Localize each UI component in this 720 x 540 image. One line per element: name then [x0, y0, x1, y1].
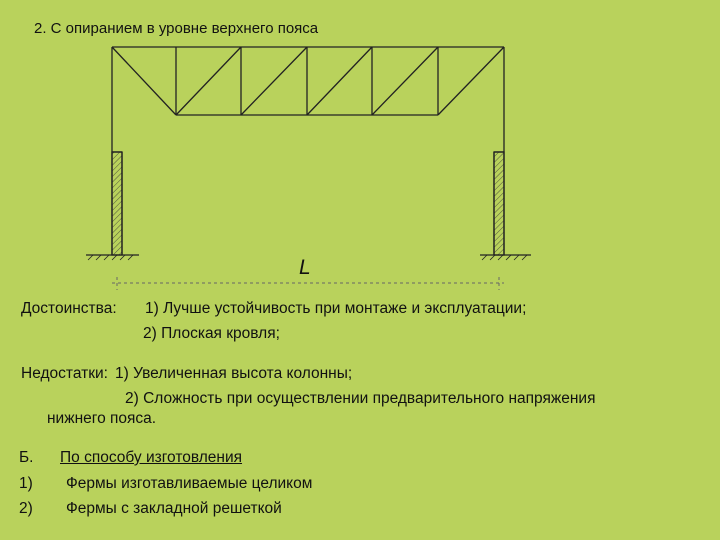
section-b-marker: Б.	[19, 449, 34, 466]
section-b-item-2: Фермы с закладной решеткой	[66, 500, 282, 517]
page-title: 2. С опиранием в уровне верхнего пояса	[34, 20, 319, 37]
disadvantages-label: Недостатки:	[21, 365, 108, 382]
section-b-item-2-marker: 2)	[19, 500, 33, 517]
advantages-item-2: 2) Плоская кровля;	[143, 325, 280, 342]
truss-web	[112, 47, 504, 115]
advantages-label: Достоинства:	[21, 300, 117, 317]
advantages-item-1: 1) Лучше устойчивость при монтаже и эксплуатации;	[145, 300, 527, 317]
right-column	[480, 152, 531, 255]
left-column	[86, 152, 139, 255]
disadvantages-item-2-cont: нижнего пояса.	[47, 410, 157, 427]
span-label: L	[299, 256, 311, 279]
section-b-heading: По способу изготовления	[60, 449, 243, 466]
disadvantages-item-2: 2) Сложность при осуществлении предварительного напряжения	[125, 390, 596, 407]
section-b-item-1-marker: 1)	[19, 475, 33, 492]
disadvantages-item-1: 1) Увеличенная высота колонны;	[115, 365, 353, 382]
section-b-item-1: Фермы изготавливаемые целиком	[66, 475, 313, 492]
